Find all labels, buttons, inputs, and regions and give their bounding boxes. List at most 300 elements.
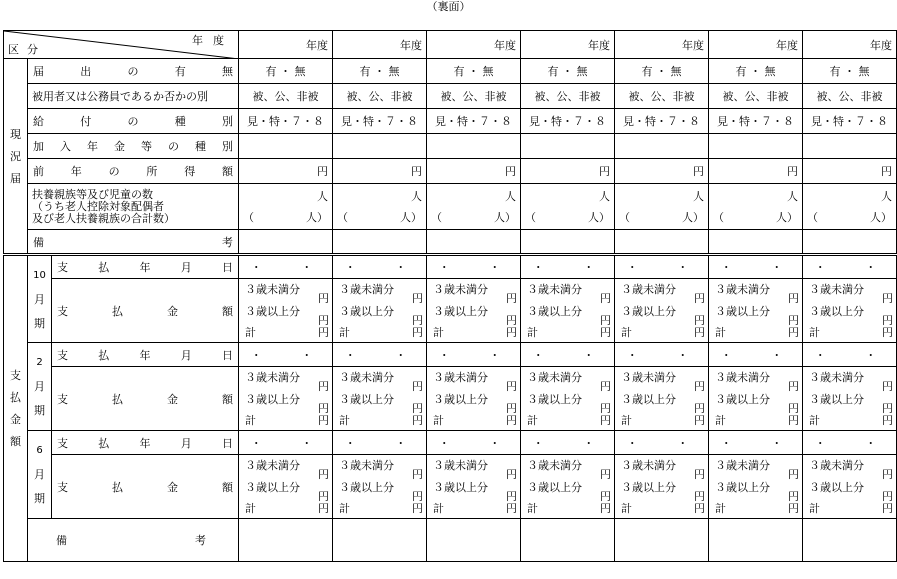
amount-cell[interactable] [521, 455, 615, 519]
yen-unit: 円 [881, 165, 892, 178]
hiyosha-option: 被、公、非被 [346, 90, 413, 103]
yen-unit: 円 [506, 314, 517, 327]
kyufu-cell[interactable] [803, 109, 897, 134]
date-cell[interactable] [615, 255, 709, 279]
yen-unit: 円 [318, 468, 329, 481]
paren-close: 人） [870, 211, 892, 224]
period-char: 月 [34, 380, 45, 393]
amount-label [52, 455, 239, 519]
shotoku-cell[interactable] [239, 159, 333, 184]
over3-label: ３歳以上分 [433, 481, 488, 494]
over3-label: ３歳以上分 [527, 481, 582, 494]
kyufu-cell[interactable] [709, 109, 803, 134]
over3-label: ３歳以上分 [245, 305, 300, 318]
amount-cell[interactable] [709, 367, 803, 431]
genkyo-biko-cell[interactable] [239, 230, 333, 255]
todokede-label [28, 59, 239, 84]
amount-cell[interactable] [709, 455, 803, 519]
yen-unit: 円 [318, 502, 329, 515]
row-label: 備考 [33, 235, 233, 249]
amount-cell[interactable] [333, 455, 427, 519]
yen-unit: 円 [506, 502, 517, 515]
date-cell[interactable] [333, 255, 427, 279]
table-row [4, 59, 897, 84]
yen-unit: 円 [506, 490, 517, 503]
shiharai-biko-cell[interactable] [427, 519, 521, 562]
yen-unit: 円 [506, 402, 517, 415]
nin-unit: 人 [411, 190, 422, 203]
shiharai-biko-cell[interactable] [239, 519, 333, 562]
period-label [28, 255, 52, 343]
over3-label: ３歳以上分 [527, 305, 582, 318]
over3-label: ３歳以上分 [809, 393, 864, 406]
hiyosha-cell[interactable] [615, 84, 709, 109]
date-cell[interactable] [239, 431, 333, 455]
yen-unit: 円 [318, 326, 329, 339]
section-char: 届 [10, 171, 21, 185]
table-row [4, 255, 897, 279]
shotoku-cell[interactable] [333, 159, 427, 184]
todokede-option: 有 ・ 無 [641, 65, 682, 78]
hiyosha-cell[interactable] [427, 84, 521, 109]
table-row [4, 159, 897, 184]
total-label: 計 [245, 502, 256, 515]
yen-unit: 円 [694, 380, 705, 393]
year-col-header[interactable] [239, 31, 333, 59]
paren-close: 人） [306, 211, 328, 224]
period-month: 10 [33, 269, 46, 281]
under3-label: ３歳未満分 [621, 459, 676, 472]
payment-record-table [3, 30, 897, 562]
todokede-option: 有 ・ 無 [735, 65, 776, 78]
paren-open: （ [713, 211, 724, 224]
amount-cell[interactable] [427, 279, 521, 343]
yen-unit: 円 [882, 292, 893, 305]
yen-unit: 円 [788, 292, 799, 305]
over3-label: ３歳以上分 [715, 305, 770, 318]
yen-unit: 円 [412, 292, 423, 305]
kubun-heading: 区分 [8, 43, 46, 56]
date-dots: ・ ・ [626, 348, 707, 362]
yen-unit: 円 [506, 292, 517, 305]
yen-unit: 円 [788, 490, 799, 503]
amount-cell[interactable] [239, 455, 333, 519]
total-label: 計 [527, 502, 538, 515]
todokede-option: 有 ・ 無 [265, 65, 306, 78]
yen-unit: 円 [318, 292, 329, 305]
date-cell[interactable] [521, 431, 615, 455]
row-label: 加入年金等の種別 [33, 140, 233, 153]
yen-unit: 円 [694, 468, 705, 481]
row-label: 備考 [56, 534, 206, 547]
kanyu-cell[interactable] [803, 134, 897, 159]
todokede-cell[interactable] [803, 59, 897, 84]
todokede-cell[interactable] [709, 59, 803, 84]
date-dots: ・ ・ [344, 261, 425, 274]
fuyo-cell[interactable] [803, 184, 897, 230]
header-kubun-nendo-cell [4, 31, 239, 59]
over3-label: ３歳以上分 [245, 481, 300, 494]
under3-label: ３歳未満分 [809, 459, 864, 472]
nin-unit: 人 [881, 190, 892, 203]
total-label: 計 [809, 414, 820, 427]
kyufu-cell[interactable] [427, 109, 521, 134]
period-char: 月 [34, 292, 45, 306]
fuyo-cell[interactable] [427, 184, 521, 230]
yen-unit: 円 [600, 326, 611, 339]
kyufu-label [28, 109, 239, 134]
year-col-header[interactable] [709, 31, 803, 59]
amount-cell[interactable] [239, 367, 333, 431]
kyufu-cell[interactable] [615, 109, 709, 134]
year-label: 年度 [494, 38, 516, 52]
yen-unit: 円 [694, 314, 705, 327]
date-dots: ・ ・ [344, 436, 425, 450]
date-cell[interactable] [709, 255, 803, 279]
over3-label: ３歳以上分 [245, 393, 300, 406]
amount-cell[interactable] [803, 367, 897, 431]
fuyo-cell[interactable] [615, 184, 709, 230]
kanyu-cell[interactable] [333, 134, 427, 159]
over3-label: ３歳以上分 [809, 481, 864, 494]
amount-cell[interactable] [521, 279, 615, 343]
hiyosha-cell[interactable] [333, 84, 427, 109]
total-label: 計 [621, 326, 632, 339]
total-label: 計 [433, 502, 444, 515]
date-cell[interactable] [521, 343, 615, 367]
row-label: 被用者又は公務員であるか否かの別 [32, 90, 208, 103]
amount-cell[interactable] [427, 367, 521, 431]
over3-label: ３歳以上分 [339, 393, 394, 406]
date-dots: ・ ・ [814, 436, 895, 450]
table-row [4, 519, 897, 562]
todokede-cell[interactable] [239, 59, 333, 84]
date-dots: ・ ・ [438, 261, 519, 274]
genkyo-biko-label [28, 230, 239, 255]
amount-cell[interactable] [803, 455, 897, 519]
yen-unit: 円 [882, 468, 893, 481]
nin-unit: 人 [787, 190, 798, 203]
yen-unit: 円 [506, 414, 517, 427]
under3-label: ３歳未満分 [245, 459, 300, 472]
yen-unit: 円 [506, 326, 517, 339]
yen-unit: 円 [506, 380, 517, 393]
date-dots: ・ ・ [438, 436, 519, 450]
paren-close: 人） [494, 211, 516, 224]
page-caption: （裏面） [426, 0, 471, 13]
amount-cell[interactable] [615, 455, 709, 519]
date-dots: ・ ・ [438, 348, 519, 362]
fuyo-cell[interactable] [521, 184, 615, 230]
section-char: 払 [10, 391, 21, 404]
under3-label: ３歳未満分 [339, 283, 394, 296]
kanyu-label [28, 134, 239, 159]
kyufu-cell[interactable] [333, 109, 427, 134]
under3-label: ３歳未満分 [715, 371, 770, 384]
under3-label: ３歳未満分 [527, 283, 582, 296]
total-label: 計 [433, 414, 444, 427]
kyufu-cell[interactable] [521, 109, 615, 134]
yen-unit: 円 [317, 165, 328, 178]
date-cell[interactable] [615, 343, 709, 367]
todokede-option: 有 ・ 無 [547, 65, 588, 78]
todokede-cell[interactable] [521, 59, 615, 84]
hiyosha-option: 被、公、非被 [816, 90, 883, 103]
amount-cell[interactable] [615, 279, 709, 343]
hiyosha-cell[interactable] [709, 84, 803, 109]
under3-label: ３歳未満分 [809, 283, 864, 296]
yen-unit: 円 [600, 490, 611, 503]
kanyu-cell[interactable] [615, 134, 709, 159]
kyufu-option: 見・特・７・８ [247, 115, 324, 128]
amount-cell[interactable] [615, 367, 709, 431]
hiyosha-option: 被、公、非被 [440, 90, 507, 103]
row-label: 支払年月日 [57, 436, 233, 450]
genkyo-biko-cell[interactable] [709, 230, 803, 255]
under3-label: ３歳未満分 [339, 371, 394, 384]
period-label [28, 343, 52, 431]
yen-unit: 円 [882, 314, 893, 327]
table-row [4, 343, 897, 367]
genkyo-biko-cell[interactable] [333, 230, 427, 255]
table-row [4, 109, 897, 134]
date-cell[interactable] [333, 343, 427, 367]
fuyo-cell[interactable] [709, 184, 803, 230]
fuyo-cell[interactable] [333, 184, 427, 230]
yen-unit: 円 [506, 468, 517, 481]
kanyu-cell[interactable] [709, 134, 803, 159]
section-char: 額 [10, 435, 21, 448]
genkyo-biko-cell[interactable] [803, 230, 897, 255]
paren-open: （ [525, 211, 536, 224]
total-label: 計 [527, 414, 538, 427]
yen-unit: 円 [600, 402, 611, 415]
yen-unit: 円 [412, 502, 423, 515]
period-char: 期 [34, 316, 45, 330]
under3-label: ３歳未満分 [527, 371, 582, 384]
total-label: 計 [715, 326, 726, 339]
under3-label: ３歳未満分 [527, 459, 582, 472]
date-cell[interactable] [427, 343, 521, 367]
table-row [4, 279, 897, 343]
year-label: 年度 [870, 38, 892, 52]
date-cell[interactable] [427, 255, 521, 279]
date-dots: ・ ・ [626, 436, 707, 450]
shotoku-cell[interactable] [709, 159, 803, 184]
over3-label: ３歳以上分 [339, 481, 394, 494]
row-label: 支払年月日 [57, 348, 233, 362]
section-char: 支 [10, 369, 21, 382]
year-col-header[interactable] [521, 31, 615, 59]
row-label: 扶養親族等及び児童の数 [32, 187, 153, 201]
row-label: 支払金額 [57, 304, 233, 318]
amount-cell[interactable] [239, 279, 333, 343]
nin-unit: 人 [317, 190, 328, 203]
amount-cell[interactable] [427, 455, 521, 519]
yen-unit: 円 [788, 468, 799, 481]
yen-unit: 円 [787, 165, 798, 178]
shotoku-cell[interactable] [427, 159, 521, 184]
over3-label: ３歳以上分 [339, 305, 394, 318]
hiyosha-cell[interactable] [803, 84, 897, 109]
over3-label: ３歳以上分 [433, 393, 488, 406]
yen-unit: 円 [318, 414, 329, 427]
yen-unit: 円 [411, 165, 422, 178]
yen-unit: 円 [318, 402, 329, 415]
yen-unit: 円 [600, 468, 611, 481]
period-char: 期 [34, 404, 45, 417]
shiharai-biko-cell[interactable] [709, 519, 803, 562]
date-dots: ・ ・ [720, 261, 801, 274]
date-cell[interactable] [709, 343, 803, 367]
row-label: 前年の所得額 [33, 165, 233, 178]
period-month: 2 [36, 357, 43, 368]
under3-label: ３歳未満分 [339, 459, 394, 472]
yen-unit: 円 [882, 326, 893, 339]
yen-unit: 円 [412, 380, 423, 393]
kyufu-option: 見・特・７・８ [717, 115, 794, 128]
kyufu-cell[interactable] [239, 109, 333, 134]
total-label: 計 [245, 414, 256, 427]
yen-unit: 円 [694, 502, 705, 515]
section-char: 金 [10, 413, 21, 426]
shiharai-biko-cell[interactable] [333, 519, 427, 562]
yen-unit: 円 [600, 414, 611, 427]
yen-unit: 円 [600, 314, 611, 327]
row-label: 届出の有無 [33, 65, 233, 78]
over3-label: ３歳以上分 [715, 393, 770, 406]
todokede-cell[interactable] [333, 59, 427, 84]
date-dots: ・ ・ [720, 348, 801, 362]
fuyo-cell[interactable] [239, 184, 333, 230]
date-dots: ・ ・ [344, 348, 425, 362]
date-cell[interactable] [803, 431, 897, 455]
date-dots: ・ ・ [532, 436, 613, 450]
amount-cell[interactable] [803, 279, 897, 343]
date-cell[interactable] [521, 255, 615, 279]
yen-unit: 円 [694, 292, 705, 305]
todokede-option: 有 ・ 無 [453, 65, 494, 78]
under3-label: ３歳未満分 [433, 459, 488, 472]
year-col-header[interactable] [427, 31, 521, 59]
nin-unit: 人 [599, 190, 610, 203]
kanyu-cell[interactable] [239, 134, 333, 159]
paren-open: （ [431, 211, 442, 224]
yen-unit: 円 [882, 502, 893, 515]
yen-unit: 円 [412, 414, 423, 427]
over3-label: ３歳以上分 [621, 481, 676, 494]
kyufu-option: 見・特・７・８ [435, 115, 512, 128]
amount-cell[interactable] [709, 279, 803, 343]
total-label: 計 [809, 326, 820, 339]
total-label: 計 [339, 502, 350, 515]
under3-label: ３歳未満分 [245, 371, 300, 384]
kyufu-option: 見・特・７・８ [811, 115, 888, 128]
todokede-option: 有 ・ 無 [829, 65, 870, 78]
period-label [28, 431, 52, 519]
amount-cell[interactable] [333, 279, 427, 343]
todokede-cell[interactable] [615, 59, 709, 84]
date-dots: ・ ・ [532, 348, 613, 362]
total-label: 計 [339, 326, 350, 339]
shiharai-biko-cell[interactable] [615, 519, 709, 562]
year-col-header[interactable] [333, 31, 427, 59]
yen-unit: 円 [600, 292, 611, 305]
shotoku-cell[interactable] [615, 159, 709, 184]
hiyosha-option: 被、公、非被 [628, 90, 695, 103]
amount-cell[interactable] [333, 367, 427, 431]
yen-unit: 円 [882, 380, 893, 393]
under3-label: ３歳未満分 [715, 283, 770, 296]
yen-unit: 円 [694, 490, 705, 503]
date-cell[interactable] [239, 255, 333, 279]
date-label [52, 343, 239, 367]
yen-unit: 円 [412, 402, 423, 415]
under3-label: ３歳未満分 [715, 459, 770, 472]
date-dots: ・ ・ [250, 261, 331, 274]
date-cell[interactable] [709, 431, 803, 455]
amount-cell[interactable] [521, 367, 615, 431]
table-row [4, 230, 897, 255]
yen-unit: 円 [694, 414, 705, 427]
row-label: 支払金額 [57, 480, 233, 494]
shotoku-cell[interactable] [803, 159, 897, 184]
date-dots: ・ ・ [720, 436, 801, 450]
year-label: 年度 [588, 38, 610, 52]
paren-close: 人） [588, 211, 610, 224]
yen-unit: 円 [318, 490, 329, 503]
year-col-header[interactable] [803, 31, 897, 59]
date-dots: ・ ・ [814, 261, 895, 274]
todokede-option: 有 ・ 無 [359, 65, 400, 78]
over3-label: ３歳以上分 [621, 393, 676, 406]
shotoku-cell[interactable] [521, 159, 615, 184]
genkyo-biko-cell[interactable] [615, 230, 709, 255]
yen-unit: 円 [694, 326, 705, 339]
shiharai-biko-cell[interactable] [803, 519, 897, 562]
todokede-cell[interactable] [427, 59, 521, 84]
yen-unit: 円 [412, 326, 423, 339]
row-label: 支払年月日 [57, 261, 233, 274]
year-col-header[interactable] [615, 31, 709, 59]
kanyu-cell[interactable] [521, 134, 615, 159]
date-cell[interactable] [803, 255, 897, 279]
kanyu-cell[interactable] [427, 134, 521, 159]
date-dots: ・ ・ [626, 261, 707, 274]
shiharai-biko-label [28, 519, 239, 562]
yen-unit: 円 [882, 490, 893, 503]
total-label: 計 [433, 326, 444, 339]
nendo-heading: 年度 [192, 34, 234, 47]
date-cell[interactable] [803, 343, 897, 367]
date-cell[interactable] [427, 431, 521, 455]
genkyo-biko-cell[interactable] [521, 230, 615, 255]
period-char: 月 [34, 468, 45, 481]
shiharai-biko-cell[interactable] [521, 519, 615, 562]
date-cell[interactable] [333, 431, 427, 455]
date-label [52, 255, 239, 279]
yen-unit: 円 [788, 402, 799, 415]
hiyosha-cell[interactable] [521, 84, 615, 109]
yen-unit: 円 [318, 314, 329, 327]
yen-unit: 円 [788, 326, 799, 339]
genkyo-biko-cell[interactable] [427, 230, 521, 255]
total-label: 計 [809, 502, 820, 515]
total-label: 計 [527, 326, 538, 339]
hiyosha-cell[interactable] [239, 84, 333, 109]
date-cell[interactable] [239, 343, 333, 367]
date-cell[interactable] [615, 431, 709, 455]
